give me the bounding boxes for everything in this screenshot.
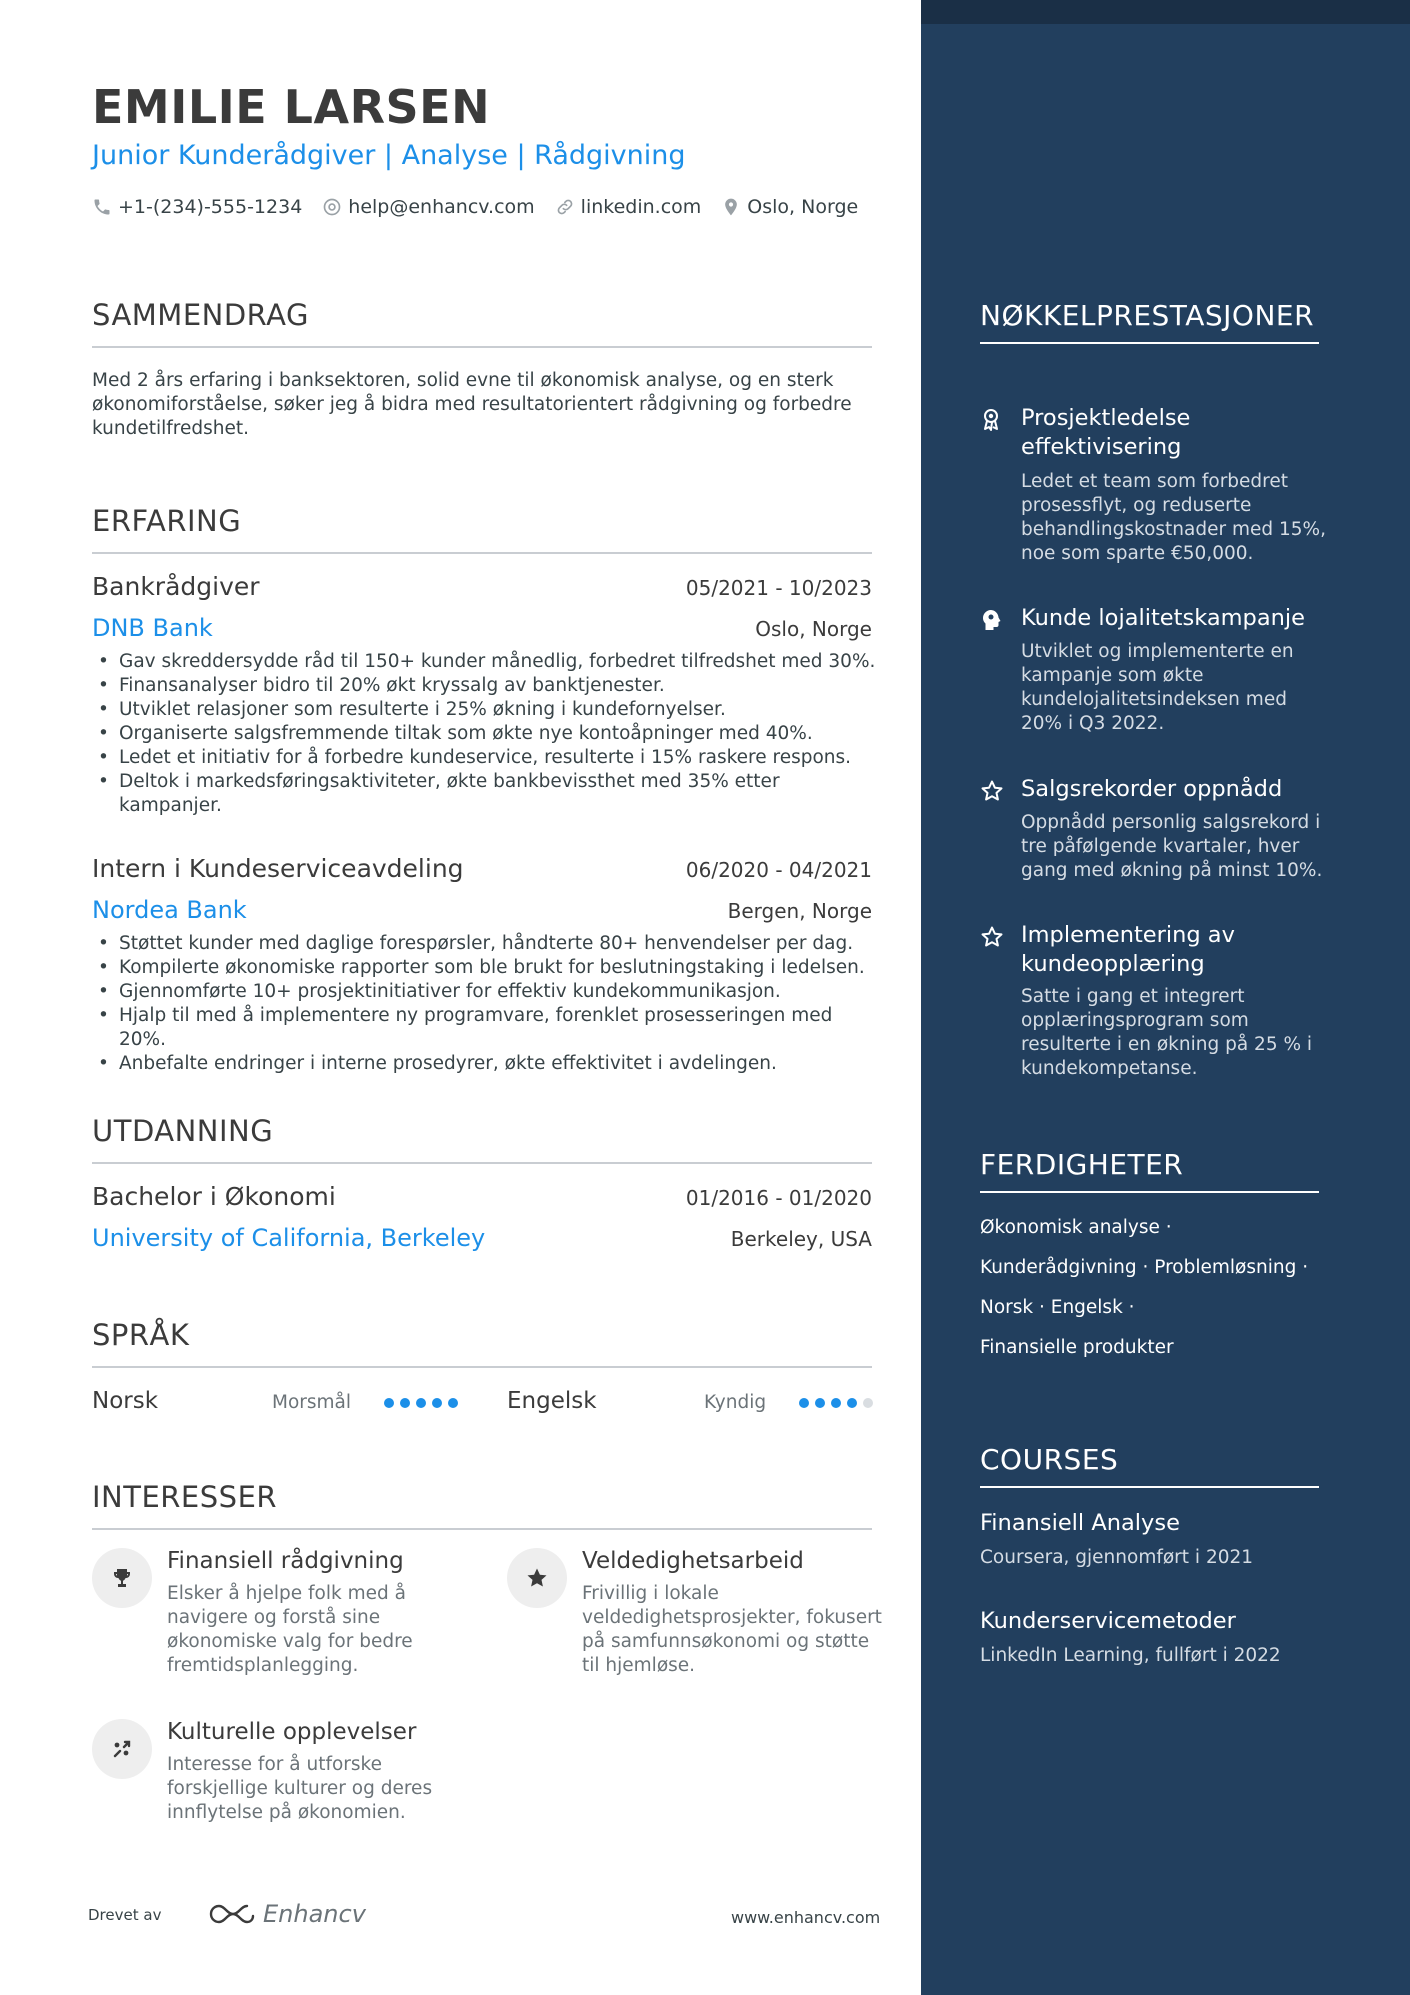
candidate-title: Junior Kunderådgiver | Analyse | Rådgivning: [92, 140, 686, 171]
list-item: • Organiserte salgsfremmende tiltak som økte nye kontoåpninger med 40%.: [92, 722, 882, 746]
job-role: Bankrådgiver: [92, 572, 260, 601]
course-title: Kunderservicemetoder: [980, 1608, 1236, 1634]
course-title: Finansiell Analyse: [980, 1510, 1180, 1536]
education-heading: UTDANNING: [92, 1114, 872, 1164]
interest-item: [92, 1548, 462, 1678]
job-2-subheader: [92, 896, 872, 924]
list-item: • Ledet et initiativ for å forbedre kundeservice, resulterte i 15% raskere respons.: [92, 746, 882, 770]
languages-heading: SPRÅK: [92, 1318, 872, 1368]
skills-heading: FERDIGHETER: [980, 1147, 1319, 1193]
interests-heading: INTERESSER: [92, 1480, 872, 1530]
rating-dot-filled: [831, 1398, 841, 1408]
interest-desc: Elsker å hjelpe folk med å navigere og forstå sine økonomiske valg for bedre fremtidsplanlegging.: [167, 1583, 413, 1676]
summary-heading: SAMMENDRAG: [92, 298, 872, 348]
skill-line: Finansielle produkter: [980, 1337, 1174, 1358]
interest-desc: Interesse for å utforske forskjellige kulturer og deres innflytelse på økonomien.: [167, 1754, 433, 1823]
achievement-item: [980, 604, 1330, 744]
job-1-subheader: [92, 614, 872, 642]
list-item: • Anbefalte endringer i interne prosedyrer, økte effektivitet i avdelingen.: [92, 1052, 882, 1076]
footer-url[interactable]: www.enhancv.com: [731, 1908, 881, 1927]
language-level: Kyndig: [704, 1392, 767, 1413]
at-icon: [322, 197, 342, 217]
achievement-item: [980, 921, 1330, 1091]
job-company: DNB Bank: [92, 614, 213, 642]
language-name: Norsk: [92, 1388, 159, 1414]
experience-heading: ERFARING: [92, 504, 872, 554]
job-location: Bergen, Norge: [727, 899, 872, 923]
language-rating: [384, 1398, 464, 1408]
enhancv-logo-icon: [207, 1902, 255, 1926]
achievement-item: [980, 404, 1330, 574]
education-subheader: [92, 1224, 872, 1252]
job-role: Intern i Kundeserviceavdeling: [92, 854, 464, 883]
job-1-header: [92, 572, 872, 601]
location-pin-icon: [721, 197, 741, 217]
skill-line: Økonomisk analyse ·: [980, 1217, 1172, 1238]
sidebar: [921, 0, 1410, 1995]
skill-line: Kunderådgivning · Problemløsning ·: [980, 1257, 1309, 1278]
achievement-desc: Ledet et team som forbedret prosessflyt, og reduserte behandlingskostnader med 15%, noe som sparte €50,000.: [1021, 471, 1327, 564]
rating-dot-filled: [384, 1398, 394, 1408]
rating-dot-filled: [847, 1398, 857, 1408]
education-location: Berkeley, USA: [730, 1227, 872, 1251]
list-item: • Støttet kunder med daglige forespørsler, håndterte 80+ henvendelser per dag.: [92, 932, 882, 956]
education-school: University of California, Berkeley: [92, 1224, 486, 1252]
list-item: • Finansanalyser bidro til 20% økt kryssalg av banktjenester.: [92, 674, 882, 698]
language-level: Morsmål: [272, 1392, 352, 1413]
achievement-desc: Satte i gang et integrert opplæringsprogram som resulterte i en økning på 25 % i kundekompetanse.: [1021, 986, 1313, 1079]
linkedin-text: linkedin.com: [580, 196, 702, 218]
job-2-bullets: [92, 932, 882, 1076]
contact-location: [721, 196, 858, 218]
interest-item: [92, 1719, 462, 1849]
list-item: • Kompilerte økonomiske rapporter som ble brukt for beslutningstaking i ledelsen.: [92, 956, 882, 980]
candidate-name: EMILIE LARSEN: [92, 80, 491, 134]
award-icon: [980, 408, 1002, 432]
contact-linkedin[interactable]: [555, 196, 702, 218]
achievement-item: [980, 775, 1330, 895]
achievement-title: Kunde lojalitetskampanje: [1021, 605, 1305, 631]
list-item: • Gav skreddersydde råd til 150+ kunder månedlig, forbedret tilfredshet med 30%.: [92, 650, 882, 674]
education-degree: Bachelor i Økonomi: [92, 1182, 336, 1211]
link-icon: [555, 197, 575, 217]
achievement-title: Salgsrekorder oppnådd: [1021, 776, 1283, 802]
job-2-header: [92, 854, 872, 883]
sidebar-top-strip: [921, 0, 1410, 24]
achievement-title: Prosjektledelse effektivisering: [1021, 405, 1191, 460]
job-1-bullets: [92, 650, 882, 818]
job-dates: 06/2020 - 04/2021: [685, 858, 872, 882]
list-item: • Gjennomførte 10+ prosjektinitiativer for effektiv kundekommunikasjon.: [92, 980, 882, 1004]
education-dates: 01/2016 - 01/2020: [685, 1186, 872, 1210]
job-location: Oslo, Norge: [755, 617, 872, 641]
list-item: • Deltok i markedsføringsaktiviteter, økte bankbevissthet med 35% etter kampanjer.: [92, 770, 882, 818]
list-item: • Utviklet relasjoner som resulterte i 25% økning i kundefornyelser.: [92, 698, 882, 722]
star-outline-icon: [980, 779, 1004, 803]
achievement-desc: Utviklet og implementerte en kampanje som økte kundelojalitetsindeksen med 20% i Q3 2022.: [1021, 641, 1294, 734]
list-item: • Hjalp til med å implementere ny programvare, forenklet prosesseringen med 20%.: [92, 1004, 882, 1052]
rating-dot-empty: [863, 1398, 873, 1408]
language-name: Engelsk: [507, 1388, 597, 1414]
star-outline-icon: [980, 925, 1004, 949]
powered-by-label: Drevet av: [88, 1906, 162, 1924]
interest-title: Kulturelle opplevelser: [167, 1719, 417, 1745]
achievement-title: Implementering av kundeopplæring: [1021, 922, 1235, 977]
interest-desc: Frivillig i lokale veldedighetsprosjekter, fokusert på samfunnsøkonomi og støtte til hjemløse.: [582, 1583, 882, 1676]
courses-heading: COURSES: [980, 1442, 1319, 1488]
star-icon: [525, 1566, 549, 1590]
job-company: Nordea Bank: [92, 896, 247, 924]
phone-text: +1-(234)-555-1234: [118, 196, 303, 218]
contact-email[interactable]: [322, 196, 534, 218]
enhancv-logo[interactable]: [207, 1900, 366, 1928]
interest-title: Veldedighetsarbeid: [582, 1548, 804, 1574]
rating-dot-filled: [416, 1398, 426, 1408]
achievements-heading: NØKKELPRESTASJONER: [980, 298, 1319, 344]
language-rating: [799, 1398, 879, 1408]
summary-text: Med 2 års erfaring i banksektoren, solid evne til økonomisk analyse, og en sterk økonomiforståelse, søker jeg å bidra med resultatorientert rådgivning og forbedre kundetilfredshet.: [92, 370, 852, 439]
rating-dot-filled: [448, 1398, 458, 1408]
enhancv-brand: Enhancv: [263, 1900, 366, 1928]
route-icon: [110, 1737, 134, 1761]
rating-dot-filled: [815, 1398, 825, 1408]
interest-badge: [92, 1548, 152, 1608]
location-text: Oslo, Norge: [747, 196, 859, 218]
skill-line: Norsk · Engelsk ·: [980, 1297, 1135, 1318]
contact-phone[interactable]: [92, 196, 302, 218]
rating-dot-filled: [799, 1398, 809, 1408]
course-provider: Coursera, gjennomført i 2021: [980, 1547, 1254, 1568]
interest-badge: [507, 1548, 567, 1608]
interest-title: Finansiell rådgivning: [167, 1548, 404, 1574]
job-dates: 05/2021 - 10/2023: [685, 576, 872, 600]
rating-dot-filled: [400, 1398, 410, 1408]
interest-badge: [92, 1719, 152, 1779]
phone-icon: [92, 197, 112, 217]
email-text: help@enhancv.com: [348, 196, 535, 218]
achievement-desc: Oppnådd personlig salgsrekord i tre påfølgende kvartaler, hver gang med økning på minst 10%.: [1021, 812, 1323, 881]
course-provider: LinkedIn Learning, fullført i 2022: [980, 1645, 1281, 1666]
trophy-icon: [110, 1566, 134, 1590]
head-icon: [980, 608, 1002, 632]
rating-dot-filled: [432, 1398, 442, 1408]
interest-item: [507, 1548, 882, 1678]
contact-bar: [92, 196, 878, 218]
education-header: [92, 1182, 872, 1211]
